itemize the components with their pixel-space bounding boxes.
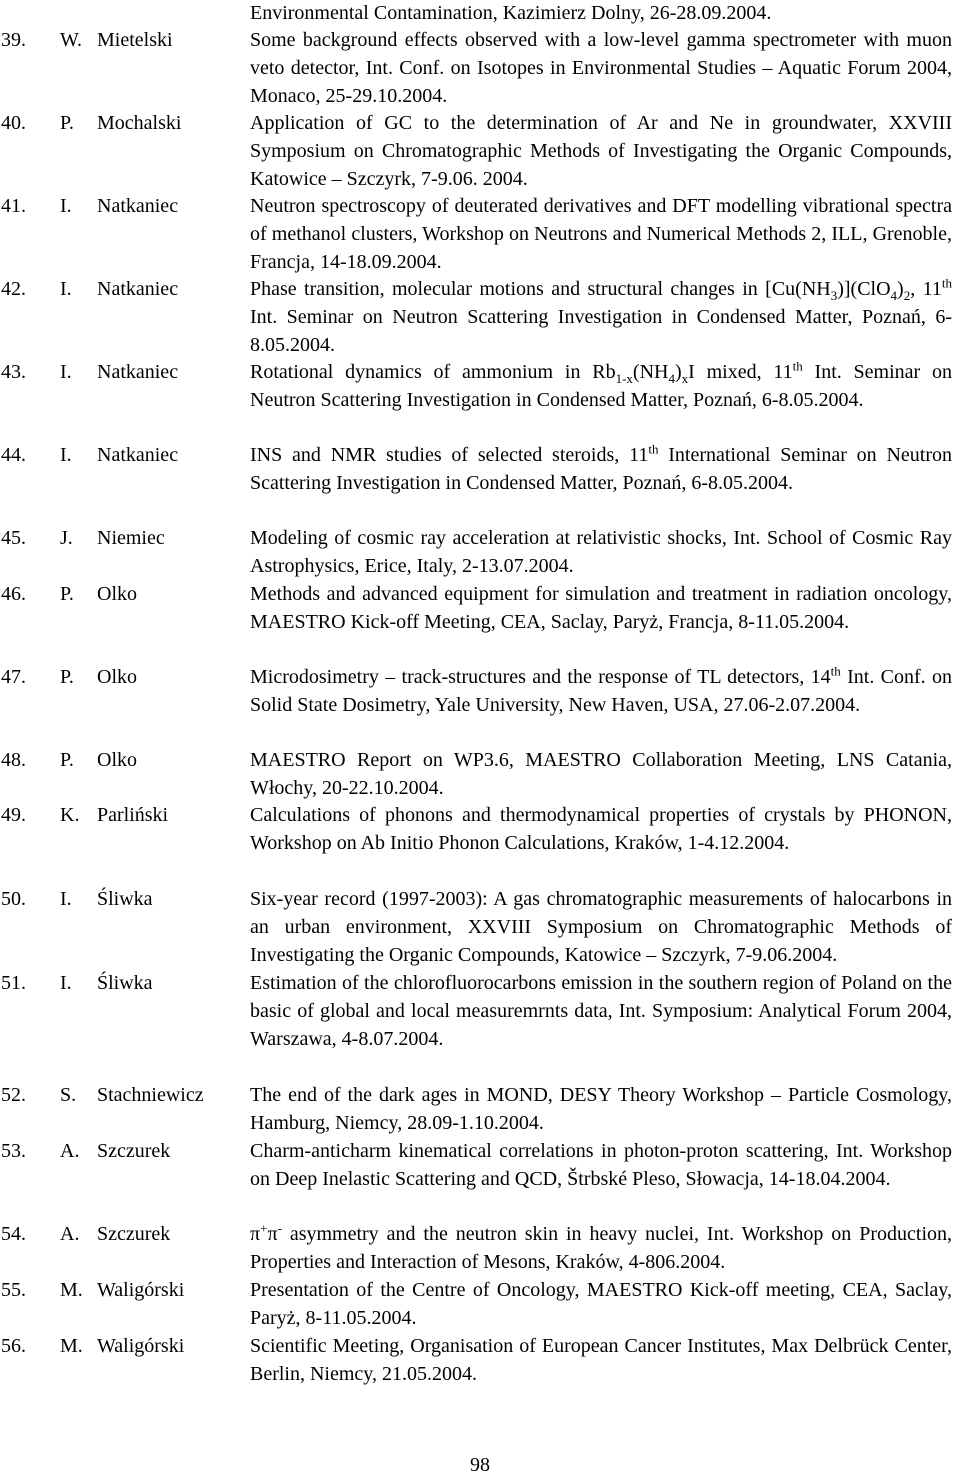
entry-number: 48. [1,749,26,771]
author-initial: M. [60,1335,83,1357]
entry-number: 51. [1,972,26,994]
entry-number: 49. [1,804,26,826]
author-initial: P. [60,749,74,771]
author-initial: W. [60,29,83,51]
author-initial: M. [60,1279,83,1301]
author-surname: Niemiec [97,527,165,549]
author-surname: Natkaniec [97,444,179,466]
entry-number: 54. [1,1223,26,1245]
author-initial: K. [60,804,80,826]
entry-number: 45. [1,527,26,549]
author-surname: Szczurek [97,1223,171,1245]
author-surname: Natkaniec [97,195,179,217]
author-surname: Waligórski [97,1335,185,1357]
entry-number: 42. [1,278,26,300]
author-surname: Śliwka [97,972,153,994]
author-surname: Natkaniec [97,361,179,383]
author-initial: I. [60,195,72,217]
entry-number: 52. [1,1084,26,1106]
presentation-title: Estimation of the chlorofluorocarbons emission in the southern region of Poland on the basic of global and local measuremrnts data, Int. Symposium: Analytical Forum 2004, Warszawa, 4-8.07.2004. [250,972,952,1050]
presentation-title: MAESTRO Report on WP3.6, MAESTRO Collaboration Meeting, LNS Catania, Włochy, 20-22.10.2004. [250,749,952,799]
author-surname: Olko [97,666,137,688]
entry-number: 39. [1,29,26,51]
entry-number: 40. [1,112,26,134]
entry-number: 43. [1,361,26,383]
presentation-title: Methods and advanced equipment for simulation and treatment in radiation oncology, MAESTRO Kick-off Meeting, CEA, Saclay, Paryż, Francja, 8-11.05.2004. [250,583,952,633]
presentation-title: Microdosimetry – track-structures and the response of TL detectors, 14th Int. Conf. on Solid State Dosimetry, Yale University, New Haven, USA, 27.06-2.07.2004. [250,663,952,716]
author-initial: A. [60,1140,80,1162]
author-initial: I. [60,444,72,466]
author-surname: Stachniewicz [97,1084,204,1106]
presentation-title: INS and NMR studies of selected steroids, 11th International Seminar on Neutron Scattering Investigation in Condensed Matter, Poznań, 6-8.05.2004. [250,441,952,494]
presentation-title: Rotational dynamics of ammonium in $Rb_{1-x}(NH_4)_xI$ mixed, 11th Int. Seminar on Neutron Scattering Investigation in Condensed Matter, Poznań, 6-8.05.2004. [250,358,952,411]
presentation-title: Application of GC to the determination of Ar and Ne in groundwater, XXVIII Symposium on Chromatographic Methods of Investigating the Organic Compounds, Katowice – Szczyrk, 7-9.06. 2004. [250,112,952,190]
author-surname: Mochalski [97,112,182,134]
entry-number: 46. [1,583,26,605]
author-surname: Szczurek [97,1140,171,1162]
author-surname: Natkaniec [97,278,179,300]
author-initial: P. [60,583,74,605]
presentation-title: Neutron spectroscopy of deuterated derivatives and DFT modelling vibrational spectra of methanol clusters, Workshop on Neutrons and Numerical Methods 2, ILL, Grenoble, Francja, 14-18.09.2004. [250,195,952,273]
author-surname: Śliwka [97,888,153,910]
page-number: 98 [470,1454,490,1476]
presentation-title: Modeling of cosmic ray acceleration at relativistic shocks, Int. School of Cosmic Ray Astrophysics, Erice, Italy, 2-13.07.2004. [250,527,952,577]
entry-number: 53. [1,1140,26,1162]
author-surname: Olko [97,749,137,771]
presentation-title: Presentation of the Centre of Oncology, MAESTRO Kick-off meeting, CEA, Saclay, Paryż, 8-11.05.2004. [250,1279,952,1329]
entry-number: 41. [1,195,26,217]
author-initial: P. [60,112,74,134]
presentation-title: Scientific Meeting, Organisation of European Cancer Institutes, Max Delbrück Center, Berlin, Niemcy, 21.05.2004. [250,1335,952,1385]
author-surname: Waligórski [97,1279,185,1301]
author-initial: A. [60,1223,80,1245]
entry-number: 47. [1,666,26,688]
author-surname: Mietelski [97,29,173,51]
author-surname: Olko [97,583,137,605]
presentation-title: π+π- asymmetry and the neutron skin in heavy nuclei, Int. Workshop on Production, Properties and Interaction of Mesons, Kraków, 4-806.2004. [250,1220,952,1273]
author-initial: I. [60,361,72,383]
author-surname: Parliński [97,804,169,826]
author-initial: I. [60,888,72,910]
entry-number: 50. [1,888,26,910]
author-initial: I. [60,972,72,994]
presentation-title: Charm-anticharm kinematical correlations in photon-proton scattering, Int. Workshop on Deep Inelastic Scattering and QCD, Štrbské Pleso, Słowacja, 14-18.04.2004. [250,1140,952,1190]
author-initial: I. [60,278,72,300]
author-initial: J. [60,527,73,549]
entry-number: 56. [1,1335,26,1357]
entry-number: 55. [1,1279,26,1301]
presentation-title: The end of the dark ages in MOND, DESY Theory Workshop – Particle Cosmology, Hamburg, Niemcy, 28.09-1.10.2004. [250,1084,952,1134]
presentation-title: Six-year record (1997-2003): A gas chromatographic measurements of halocarbons in an urban environment, XXVIII Symposium on Chromatographic Methods of Investigating the Organic Compounds, Katowice – Szczyrk, 7-9.06.2004. [250,888,952,966]
author-initial: S. [60,1084,77,1106]
presentation-title: Some background effects observed with a low-level gamma spectrometer with muon veto detector, Int. Conf. on Isotopes in Environmental Studies – Aquatic Forum 2004, Monaco, 25-29.10.2004. [250,29,952,107]
continuation-line: Environmental Contamination, Kazimierz Dolny, 26-28.09.2004. [250,2,772,24]
presentation-title: Phase transition, molecular motions and structural changes in $[Cu(NH_3)](ClO_4)_2$, 11th Int. Seminar on Neutron Scattering Investigation in Condensed Matter, Poznań, 6-8.05.2004. [250,275,952,356]
presentation-title: Calculations of phonons and thermodynamical properties of crystals by PHONON, Workshop on Ab Initio Phonon Calculations, Kraków, 1-4.12.2004. [250,804,952,854]
entry-number: 44. [1,444,26,466]
author-initial: P. [60,666,74,688]
